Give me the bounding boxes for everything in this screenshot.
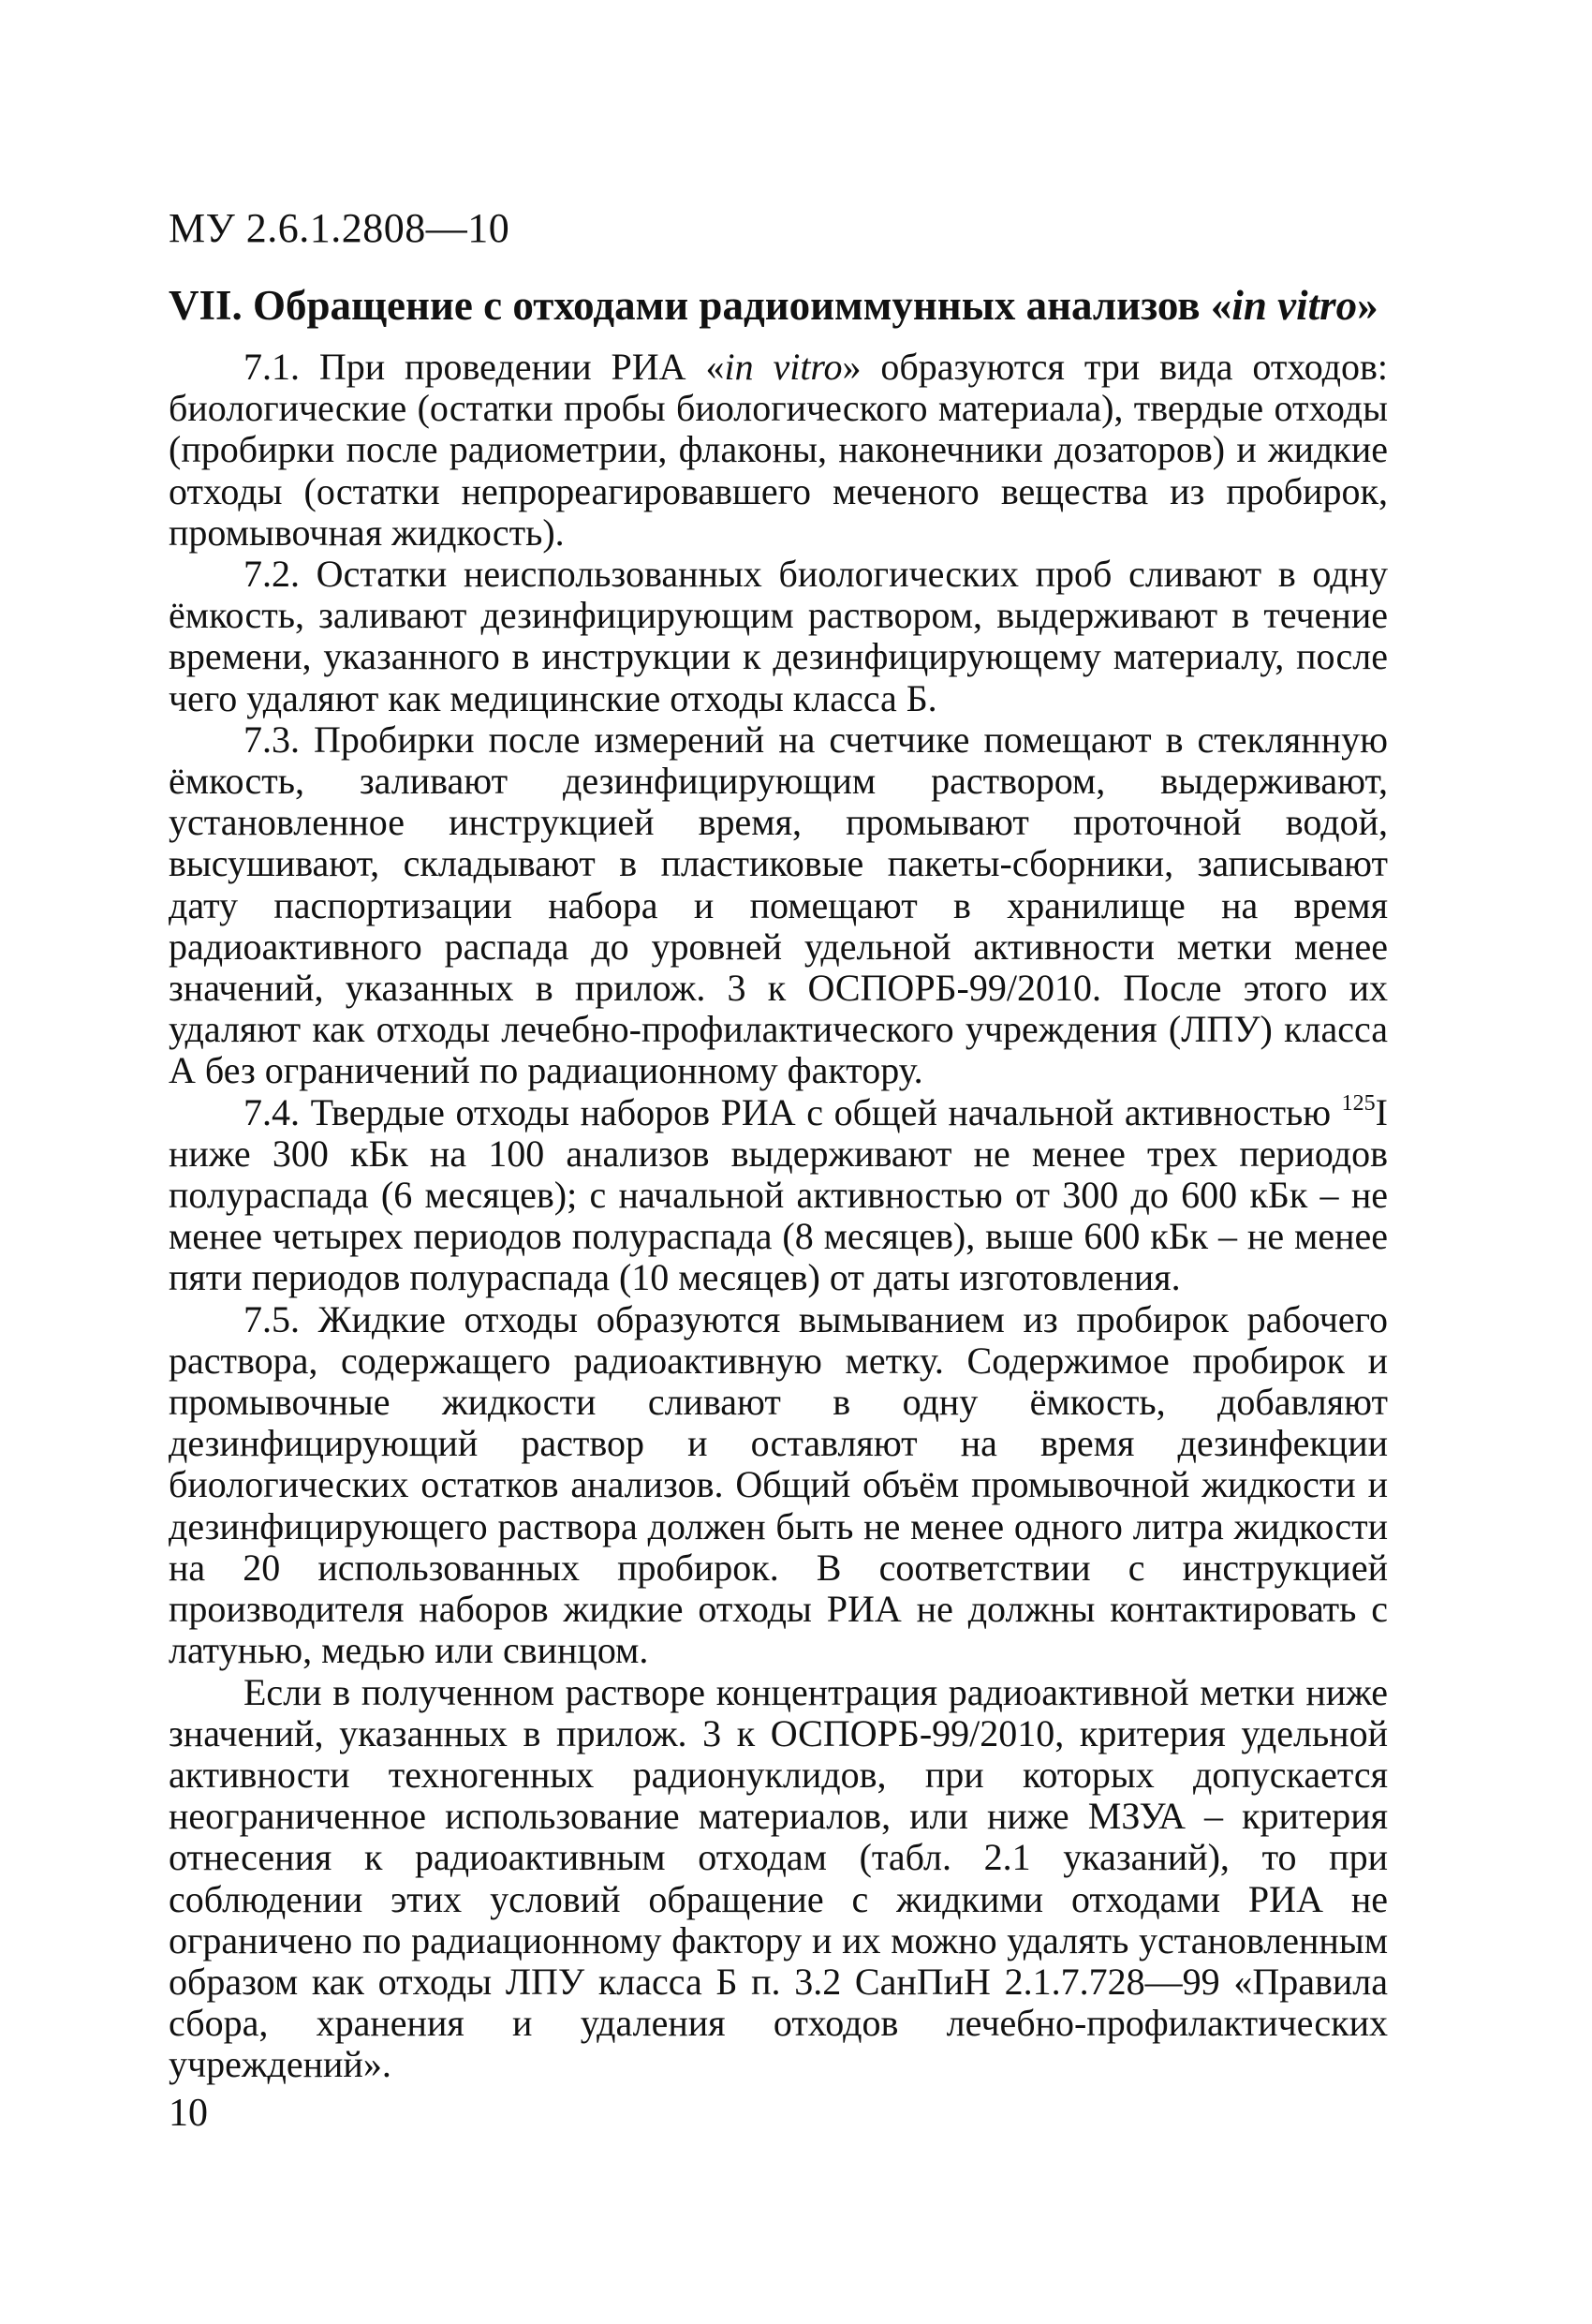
paragraph-7-1 [169,347,1388,554]
section-title-quote-close: » [1357,282,1378,329]
section-title-italic: in vitro [1231,282,1358,329]
paragraph-7-3: 7.3. Пробирки после измерений на счетчике помещают в стеклянную ёмкость, заливают дезинфицирующим раствором, выдерживают, установленное инструкцией время, промывают проточной водой, высушивают, складывают в пластиковые пакеты-сборники, записывают дату паспортизации набора и помещают в хранилище на время радиоактивного распада до уровней удельной активности метки менее значений, указанных в прилож. 3 к ОСПОРБ-99/2010. После этого их удаляют как отходы лечебно-профилактического учреждения (ЛПУ) класса А без ограничений по радиационному фактору. [169,718,1388,1092]
paragraph-7-4 [169,1092,1388,1299]
page-number: 10 [169,2092,208,2135]
body-text [169,347,1388,2086]
paragraph-7-1-end: » образуются три вида отходов: биологические (остатки пробы биологического материала), твердые отходы (пробирки после радиометрии, флаконы, наконечники дозаторов) и жидкие отходы (остатки непрореагировавшего меченого вещества из пробирок, промывочная жидкость). [169,346,1388,554]
paragraph-liquid-waste-conditions: Если в полученном растворе концентрация радиоактивной метки ниже значений, указанных в прилож. 3 к ОСПОРБ-99/2010, критерия удельной активности техногенных радионуклидов, при которых допускается неограниченное использование материалов, или ниже МЗУА – критерия отнесения к радиоактивным отходам (табл. 2.1 указаний), то при соблюдении этих условий обращение с жидкими отходами РИА не ограничено по радиационному фактору и их можно удалять установленным образом как отходы ЛПУ класса Б п. 3.2 СанПиН 2.1.7.728—99 «Правила сбора, хранения и удаления отходов лечебно-профилактических учреждений». [169,1670,1388,2086]
paragraph-7-5: 7.5. Жидкие отходы образуются вымыванием из пробирок рабочего раствора, содержащего радиоактивную метку. Содержимое пробирок и промывочные жидкости сливают в одну ёмкость, добавляют дезинфицирующий раствор и оставляют на время дезинфекции биологических остатков анализов. Общий объём промывочной жидкости и дезинфицирующего раствора должен быть не менее одного литра жидкости на 20 использованных пробирок. В соответствии с инструкцией производителя наборов жидкие отходы РИА не должны контактировать с латунью, медью или свинцом. [169,1297,1388,1672]
section-title [169,281,1423,330]
paragraph-7-4-start: 7.4. Твердые отходы наборов РИА с общей начальной активностью [243,1090,1342,1133]
paragraph-7-1-start: 7.1. При проведении РИА « [243,346,725,388]
section-title-main: VII. Обращение с отходами радиоиммунных анализов [169,282,1211,329]
paragraph-7-2: 7.2. Остатки неиспользованных биологических проб сливают в одну ёмкость, заливают дезинфицирующим раствором, выдерживают в течение времени, указанного в инструкции к дезинфицирующему материалу, после чего удаляют как медицинские отходы класса Б. [169,553,1388,719]
document-code: МУ 2.6.1.2808—10 [169,205,510,251]
paragraph-7-1-italic: in vitro [724,346,843,388]
section-title-quote-open: « [1210,282,1232,329]
isotope-mass-superscript: 125 [1341,1090,1376,1116]
paragraph-7-4-end: I ниже 300 кБк на 100 анализов выдерживают не менее трех периодов полураспада (6 месяцев); с начальной активностью от 300 до 600 кБк – не менее четырех периодов полураспада (8 месяцев), выше 600 кБк – не менее пяти периодов полураспада (10 месяцев) от даты изготовления. [169,1090,1388,1299]
